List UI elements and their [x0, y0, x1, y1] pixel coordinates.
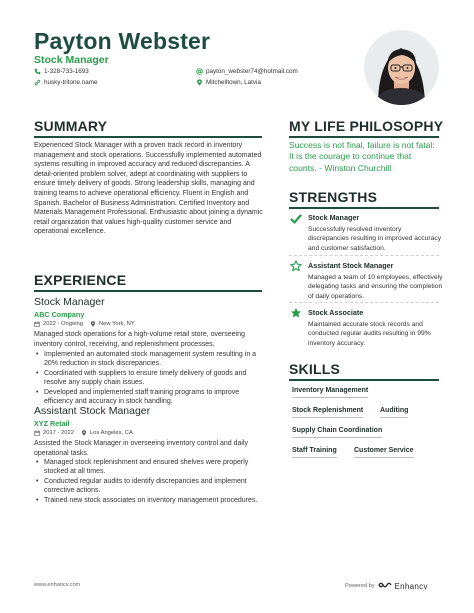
job-meta [34, 430, 133, 436]
skills-divider [289, 379, 439, 381]
email-contact[interactable] [196, 68, 298, 75]
location-pin-icon [196, 79, 203, 86]
strength-separator [289, 255, 439, 256]
brand-name: Enhancv [394, 581, 428, 591]
job-description: Assisted the Stock Manager in overseeing inventory control and daily operational tasks. [34, 440, 249, 457]
strength-description: Maintained accurate stock records and conducted regular audits resulting in 99% inventory accuracy. [308, 321, 431, 347]
job-dates: 2022 - Ongoing [43, 321, 83, 327]
skills-heading: SKILLS [289, 361, 340, 377]
job-meta [34, 321, 135, 327]
strength-title: Assistant Stock Manager [308, 261, 394, 270]
list-item: • Implemented an automated stock management system resulting in a 20% reduction in stock discrepancies. [34, 350, 262, 369]
skill-tag: Staff Training [292, 447, 337, 458]
summary-text: Experienced Stock Manager with a proven track record in inventory management and stock operations. Successfully implemented automated systems resulting in improved accuracy and reduced discrepancies. A detail-oriented problem solver, adept at coordinating with suppliers to ensure timely delivery of goods. Strong leadership skills, managing and training teams to achieve operational efficiency. Fluent in English and Spanish. Bachelor of Business Administration. Certified Inventory and Materials Management Professional. Enthusiastic about joining a dynamic retail organization that values high-quality customer service and operational excellence. [34, 142, 263, 236]
list-item: • Managed stock replenishment and ensured shelves were properly stocked at all times. [34, 458, 262, 477]
check-icon [290, 212, 302, 224]
job-title: Assistant Stock Manager [34, 405, 151, 417]
philosophy-quote: Success is not final, failure is not fatal: It is the courage to continue that counts. - Winston Churchill [289, 140, 435, 173]
at-icon [196, 68, 203, 75]
strength-title: Stock Manager [308, 213, 360, 222]
job-description: Managed stock operations for a high-volume retail store, overseeing inventory control, receiving, and replenishment processes. [34, 331, 245, 348]
star-outline-icon [290, 259, 302, 271]
phone-icon [34, 68, 41, 75]
summary-heading: SUMMARY [34, 118, 108, 134]
list-item: • Coordinated with suppliers to ensure timely delivery of goods and resolve any supply chain issues. [34, 369, 262, 388]
company-name: ABC Company [34, 310, 85, 319]
candidate-name: Payton Webster [34, 28, 211, 54]
strengths-divider [289, 207, 439, 209]
company-name: XYZ Retail [34, 419, 70, 428]
strengths-heading: STRENGTHS [289, 189, 378, 205]
skill-tag: Stock Replenishment [292, 407, 363, 418]
link-contact[interactable] [34, 79, 98, 86]
strength-title: Stock Associate [308, 308, 364, 317]
skill-tag: Customer Service [354, 447, 414, 458]
phone-contact [34, 68, 89, 75]
summary-divider [34, 136, 262, 138]
location-text: Mitchelltown, Latvia [206, 79, 261, 86]
strength-separator [289, 302, 439, 303]
job-location: Los Angeles, CA [89, 430, 133, 436]
email-address[interactable]: payton_webster74@hotmail.com [206, 68, 298, 75]
link-icon [34, 79, 41, 86]
calendar-icon [34, 321, 40, 327]
profile-photo [364, 30, 439, 105]
experience-divider [34, 290, 262, 292]
enhancv-logo-icon [378, 581, 392, 591]
star-filled-icon [290, 306, 302, 318]
job-bullets [34, 350, 262, 407]
location-contact [196, 79, 261, 86]
list-item: • Developed and implemented staff training programs to improve efficiency and accuracy in stock handling. [34, 388, 262, 407]
powered-by-label: Powered by [345, 583, 375, 589]
skill-tag: Inventory Management [292, 387, 368, 398]
philosophy-divider [289, 136, 439, 138]
experience-heading: EXPERIENCE [34, 272, 127, 288]
strength-description: Managed a team of 10 employees, effectively delegating tasks and ensuring the completion of daily operations. [308, 274, 443, 300]
strength-description: Successfully resolved inventory discrepancies resulting in improved accuracy and customer satisfaction. [308, 226, 442, 252]
job-dates: 2017 - 2022 [43, 430, 74, 436]
philosophy-heading: MY LIFE PHILOSOPHY [289, 118, 444, 134]
job-title: Stock Manager [34, 296, 105, 308]
powered-by[interactable] [345, 581, 428, 591]
phone-number: 1-328-733-1693 [44, 68, 89, 75]
calendar-icon [34, 430, 40, 436]
skill-tag: Supply Chain Coordination [292, 427, 382, 438]
location-pin-icon [90, 321, 96, 327]
skill-tag: Auditing [380, 407, 408, 418]
list-item: • Conducted regular audits to identify discrepancies and implement corrective actions. [34, 477, 262, 496]
candidate-role: Stock Manager [34, 54, 109, 66]
location-pin-icon [81, 430, 87, 436]
job-bullets [34, 458, 262, 506]
website-link[interactable]: husky-tritone.name [44, 79, 98, 86]
job-location: New York, NY [98, 321, 135, 327]
footer-website[interactable]: www.enhancv.com [34, 582, 81, 588]
list-item: • Trained new stock associates on inventory management procedures. [34, 496, 262, 505]
